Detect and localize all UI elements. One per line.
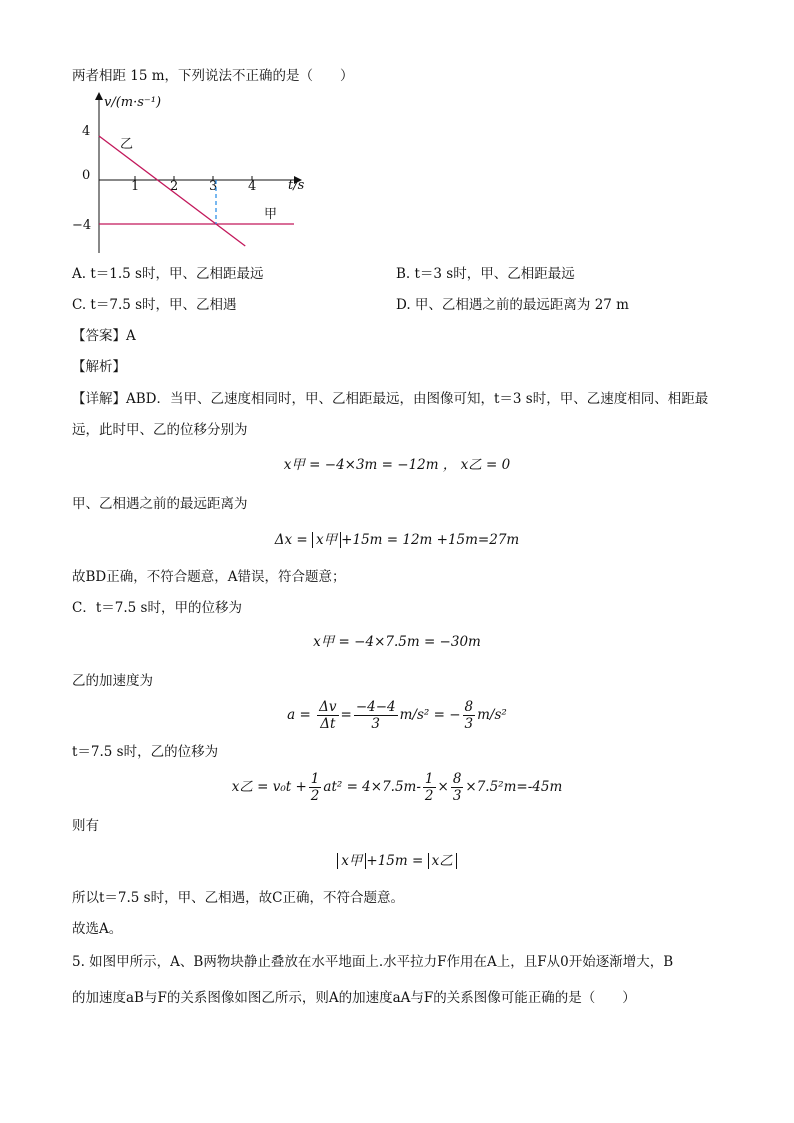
text-acceleration: 乙的加速度为	[72, 673, 153, 689]
text-max-distance: 甲、乙相遇之前的最远距离为	[72, 496, 248, 512]
eq4-unit: m/s²	[477, 707, 507, 723]
series-yi-label: 乙	[120, 137, 134, 152]
velocity-time-graph	[72, 88, 312, 268]
question-5-line-2: 的加速度aB与F的关系图像如图乙所示，则A的加速度aA与F的关系图像可能正确的是（ ）	[72, 990, 636, 1006]
equation-displacement-3s: x甲 = −4×3m = −12m ， x乙 = 0	[283, 457, 511, 473]
eq4-frac-2: $\frac{-4-4}{3}$	[355, 699, 396, 732]
text-conclusion-bd: 故BD正确，不符合题意，A错误，符合题意；	[72, 569, 346, 585]
eq5-mid: at² = 4×7.5m-	[323, 779, 421, 795]
series-yi-line	[99, 136, 245, 246]
text-c-intro: C．t＝7.5 s时，甲的位移为	[72, 600, 242, 616]
detail-line-2: 远，此时甲、乙的位移分别为	[72, 422, 248, 438]
eq4-equals: =	[340, 707, 352, 723]
x-tick-2: 2	[170, 179, 179, 194]
eq5-half-1: $\frac{1}{2}$	[310, 771, 320, 804]
question-5-line-1: 5. 如图甲所示，A、B两物块静止叠放在水平地面上.水平拉力F作用在A上，且F从0开始逐渐增大，B	[72, 954, 674, 970]
eq5-times: ×	[437, 779, 449, 795]
equation-max-distance	[0, 530, 794, 550]
x-axis-label: t/s	[288, 178, 305, 193]
eq4-mid: m/s² = −	[399, 707, 461, 723]
y-tick-0: 0	[82, 168, 91, 183]
eq2-left: Δx =	[274, 532, 313, 548]
x-tick-4: 4	[248, 179, 257, 194]
series-jia-label: 甲	[264, 207, 278, 222]
text-displacement-yi: t＝7.5 s时，乙的位移为	[72, 744, 219, 760]
option-a: A. t＝1.5 s时，甲、乙相距最远	[72, 266, 264, 282]
vt-graph-svg	[72, 88, 312, 264]
eq4-frac-3: $\frac{8}{3}$	[464, 699, 474, 732]
eq5-half-2: $\frac{1}{2}$	[424, 771, 434, 804]
y-axis-label: v/(m·s⁻¹)	[104, 95, 162, 110]
option-b: B. t＝3 s时，甲、乙相距最远	[396, 266, 575, 282]
eq6-mid: +15m =	[366, 853, 424, 869]
text-conclusion-c: 所以t＝7.5 s时，甲、乙相遇，故C正确，不符合题意。	[72, 890, 404, 906]
question-4-stem: 两者相距 15 m，下列说法不正确的是（ ）	[72, 68, 354, 84]
option-c: C. t＝7.5 s时，甲、乙相遇	[72, 297, 237, 313]
eq4-frac-1: $\frac{\Delta v}{\Delta t}$	[319, 699, 337, 732]
text-then: 则有	[72, 818, 99, 834]
eq6-abs-1: x甲	[337, 853, 366, 869]
y-tick-4: 4	[82, 124, 91, 139]
equation-displacement-yi	[0, 770, 794, 804]
eq2-right: +15m = 12m +15m=27m	[341, 532, 520, 548]
y-tick-neg4: −4	[72, 218, 92, 233]
option-d: D. 甲、乙相遇之前的最远距离为 27 m	[396, 297, 629, 313]
eq5-lhs: x乙 = v₀t +	[231, 779, 307, 795]
equation-displacement-jia: x甲 = −4×7.5m = −30m	[313, 634, 481, 650]
text-final-choice: 故选A。	[72, 921, 123, 937]
eq6-abs-2: x乙	[428, 853, 457, 869]
eq5-rhs: ×7.5²m=-45m	[465, 779, 563, 795]
eq2-abs: x甲	[312, 532, 341, 548]
answer-label: 【答案】A	[72, 328, 136, 344]
equation-acceleration	[0, 698, 794, 732]
eq5-frac-8-3: $\frac{8}{3}$	[452, 771, 462, 804]
equation-meet	[0, 851, 794, 871]
eq4-lhs: a =	[287, 707, 311, 723]
detail-line-1: 【详解】ABD．当甲、乙速度相同时，甲、乙相距最远，由图像可知，t＝3 s时，甲、乙速度相同、相距最	[72, 391, 709, 407]
x-tick-3: 3	[209, 179, 218, 194]
analysis-title: 【解析】	[72, 359, 126, 375]
x-tick-1: 1	[131, 179, 140, 194]
